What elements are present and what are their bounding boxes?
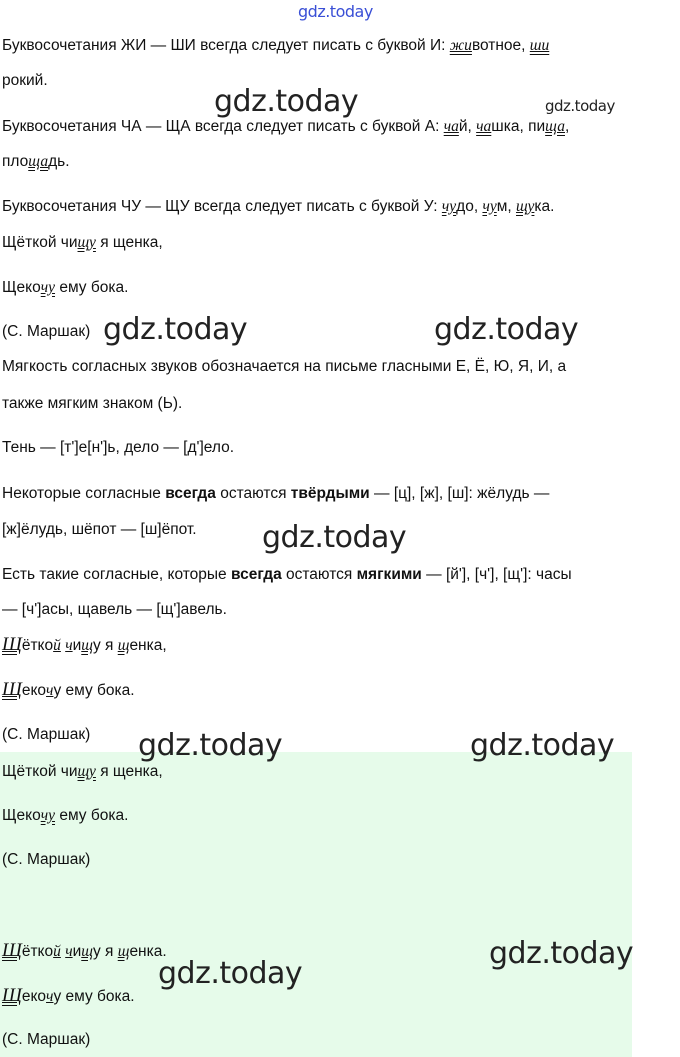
poem-line bbox=[2, 762, 163, 782]
poem-line bbox=[2, 635, 167, 656]
highlight: ши bbox=[529, 37, 550, 54]
text: ему бока. bbox=[55, 807, 129, 824]
bold-text: всегда bbox=[165, 485, 216, 502]
highlight: жи bbox=[449, 37, 472, 54]
text: Щёткой чи bbox=[2, 763, 78, 780]
rule-chu-shchu bbox=[2, 197, 554, 217]
example-ten bbox=[2, 438, 234, 458]
poem-source bbox=[2, 725, 90, 745]
bold-text: всегда bbox=[230, 566, 282, 583]
rule-zhi-shi-cont bbox=[2, 71, 48, 91]
highlight: й bbox=[53, 943, 61, 960]
text: у ему бока. bbox=[53, 682, 135, 699]
text: у я bbox=[92, 637, 118, 654]
text: еко bbox=[21, 682, 47, 699]
text: енка. bbox=[129, 943, 167, 960]
text: (С. Маршак) bbox=[2, 726, 91, 743]
watermark: gdz.today bbox=[545, 97, 615, 115]
text: Мягкость согласных звуков обозначается на письме гласными Е, Ё, Ю, Я, И, а bbox=[2, 358, 567, 375]
text: и bbox=[72, 637, 82, 654]
text: еко bbox=[21, 988, 47, 1005]
text: и bbox=[72, 943, 82, 960]
highlight: щ bbox=[117, 943, 130, 960]
watermark: gdz.today bbox=[103, 312, 248, 347]
text: (С. Маршак) bbox=[2, 323, 91, 340]
highlight: щ bbox=[117, 637, 130, 654]
watermark: gdz.today bbox=[138, 728, 283, 763]
highlight: ч bbox=[65, 943, 73, 960]
text: остаются bbox=[215, 485, 291, 502]
highlight: щ bbox=[81, 637, 93, 654]
highlight: чу bbox=[40, 807, 56, 824]
rule-zhi-shi bbox=[2, 36, 549, 56]
rule-soft-consonants-cont bbox=[2, 394, 182, 414]
text: остаются bbox=[281, 566, 357, 583]
text: , bbox=[564, 118, 570, 135]
poem-line bbox=[2, 986, 135, 1007]
text: м, bbox=[496, 198, 517, 215]
text: рокий. bbox=[2, 72, 48, 89]
highlight: ч bbox=[46, 988, 54, 1005]
highlight: щу bbox=[516, 198, 535, 215]
text: — [й'], [ч'], [щ']: часы bbox=[421, 566, 572, 583]
watermark: gdz.today bbox=[262, 520, 407, 555]
text: у ему бока. bbox=[53, 988, 135, 1005]
text: й, bbox=[458, 118, 477, 135]
text: Щеко bbox=[2, 807, 41, 824]
text: Тень — [т']е[н']ь, дело — [д']ело. bbox=[2, 439, 235, 456]
highlight: ч bbox=[65, 637, 73, 654]
highlight: чу bbox=[441, 198, 457, 215]
highlight: Щ bbox=[2, 985, 22, 1006]
text: Буквосочетания ЧУ — ЩУ всегда следует писать с буквой У: bbox=[2, 198, 442, 215]
text: я щенка, bbox=[95, 234, 163, 251]
highlight: й bbox=[53, 637, 61, 654]
text: (С. Маршак) bbox=[2, 851, 91, 868]
highlight: ща bbox=[28, 153, 49, 170]
rule-soft-only bbox=[2, 565, 572, 585]
watermark: gdz.today bbox=[489, 936, 634, 971]
text: [ж]ёлудь, шёпот — [ш]ёпот. bbox=[2, 521, 197, 538]
watermark: gdz.today bbox=[434, 312, 579, 347]
highlight: ч bbox=[46, 682, 54, 699]
rule-cha-shcha-cont bbox=[2, 152, 70, 172]
text: у я bbox=[92, 943, 118, 960]
rule-soft-only-cont bbox=[2, 600, 227, 620]
text: до, bbox=[456, 198, 483, 215]
highlight: ча bbox=[476, 118, 492, 135]
watermark: gdz.today bbox=[214, 84, 359, 119]
text: вотное, bbox=[471, 37, 530, 54]
text: дь. bbox=[48, 153, 70, 170]
watermark: gdz.today bbox=[158, 956, 303, 991]
text: пло bbox=[2, 153, 29, 170]
text: шка, пи bbox=[491, 118, 546, 135]
poem-line bbox=[2, 278, 128, 298]
text: — [ц], [ж], [ш]: жёлудь — bbox=[369, 485, 550, 502]
rule-soft-consonants bbox=[2, 357, 566, 377]
text: ка. bbox=[534, 198, 555, 215]
text: Некоторые согласные bbox=[2, 485, 166, 502]
highlight: ща bbox=[545, 118, 565, 135]
highlight: Щ bbox=[2, 940, 22, 961]
watermark: gdz.today bbox=[470, 728, 615, 763]
bold-text: твёрдыми bbox=[290, 485, 370, 502]
poem-line bbox=[2, 806, 128, 826]
text: Щеко bbox=[2, 279, 41, 296]
watermark: gdz.today bbox=[298, 2, 373, 21]
highlight: Щ bbox=[2, 634, 22, 655]
poem-line bbox=[2, 941, 167, 962]
rule-hard-consonants bbox=[2, 484, 549, 504]
highlight: чу bbox=[482, 198, 497, 215]
answer-highlight-block bbox=[0, 752, 632, 1057]
highlight: чу bbox=[40, 279, 56, 296]
highlight: Щ bbox=[2, 679, 22, 700]
text: Щёткой чи bbox=[2, 234, 78, 251]
text: — [ч']асы, щавель — [щ']авель. bbox=[2, 601, 227, 618]
highlight: ча bbox=[443, 118, 459, 135]
poem-source bbox=[2, 322, 90, 342]
rule-hard-consonants-cont bbox=[2, 520, 197, 540]
highlight: щу bbox=[77, 234, 96, 251]
text: ётко bbox=[21, 637, 54, 654]
highlight: щу bbox=[77, 763, 96, 780]
poem-line bbox=[2, 680, 135, 701]
poem-line bbox=[2, 233, 163, 253]
text: енка, bbox=[129, 637, 167, 654]
bold-text: мягкими bbox=[356, 566, 422, 583]
text: Есть такие согласные, которые bbox=[2, 566, 231, 583]
rule-cha-shcha bbox=[2, 117, 569, 137]
poem-source bbox=[2, 1030, 90, 1050]
text: я щенка, bbox=[95, 763, 163, 780]
text: ётко bbox=[21, 943, 54, 960]
text: также мягким знаком (Ь). bbox=[2, 395, 183, 412]
text: Буквосочетания ЧА — ЩА всегда следует писать с буквой А: bbox=[2, 118, 444, 135]
poem-source bbox=[2, 850, 90, 870]
text: ему бока. bbox=[55, 279, 129, 296]
highlight: щ bbox=[81, 943, 93, 960]
text: Буквосочетания ЖИ — ШИ всегда следует писать с буквой И: bbox=[2, 37, 450, 54]
text: (С. Маршак) bbox=[2, 1031, 91, 1048]
